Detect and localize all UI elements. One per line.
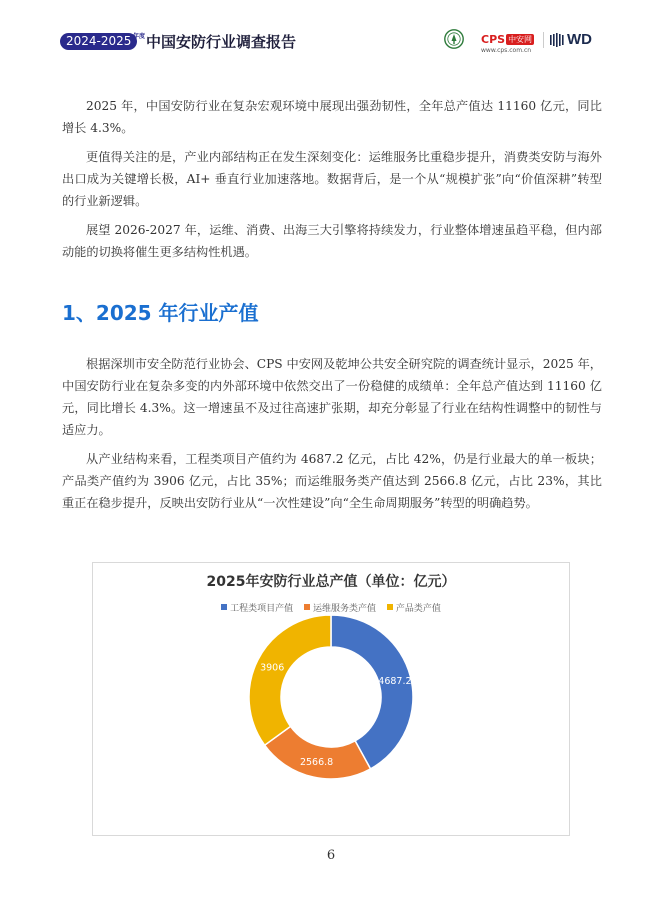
donut-chart xyxy=(93,563,569,835)
data-label-engineering: 4687.2 xyxy=(378,676,412,688)
legend-label-maintenance: 运维服务类产值 xyxy=(312,604,376,614)
output-value-chart xyxy=(92,562,570,836)
wd-bars-icon xyxy=(550,30,566,50)
intro-paragraph-3: 展望 2026-2027 年，运维、消费、出海三大引擎将持续发力，行业整体增速虽趋平稳，但内部动能的切换将催生更多结构性机遇。 xyxy=(62,223,602,259)
cps-logo-cn: 中安网 xyxy=(508,35,533,44)
wd-logo xyxy=(550,30,598,50)
slice-product xyxy=(249,615,331,745)
data-label-product: 3906 xyxy=(260,662,285,674)
page-content xyxy=(62,95,602,521)
page-number: 6 xyxy=(326,848,336,863)
intro-paragraph-1: 2025 年，中国安防行业在复杂宏观环境中展现出强劲韧性，全年总产值达 11160 亿元，同比增长 4.3%。 xyxy=(62,99,602,135)
intro-paragraph-2: 更值得关注的是，产业内部结构正在发生深刻变化：运维服务比重稳步提升，消费类安防与海外出口成为关键增长极，AI+ 垂直行业加速落地。数据背后，是一个从“规模扩张”向“价值深耕”转型的行业新逻辑。 xyxy=(62,150,602,208)
report-title: 中国安防行业调查报告 xyxy=(146,33,297,51)
cps-logo-text: CPS xyxy=(481,33,506,46)
legend-label-engineering: 工程类项目产值 xyxy=(230,604,294,614)
cps-logo xyxy=(481,28,539,52)
data-label-maintenance: 2566.8 xyxy=(299,756,334,768)
section-paragraph-2: 从产业结构来看，工程类项目产值约为 4687.2 亿元，占比 42%，仍是行业最大的单一板块；产品类产值约为 3906 亿元，占比 35%；而运维服务类产值达到 2566.8 亿元，占比 23%，其比重正在稳步提升，反映出安防行业从“一次性建设”向“全生命周期服务”转型的明确趋势。 xyxy=(62,452,602,510)
section-paragraph-1: 根据深圳市安全防范行业协会、CPS 中安网及乾坤公共安全研究院的调查统计显示，2025 年，中国安防行业在复杂多变的内外部环境中依然交出了一份稳健的成绩单：全年总产值达到 11160 亿元，同比增长 4.3%。这一增速虽不及过往高速扩张期，却充分彰显了行业在结构性调整中的韧性与适应力。 xyxy=(62,357,602,437)
page-header xyxy=(0,0,662,70)
cps-url: www.cps.com.cn xyxy=(481,47,532,54)
legend-label-product: 产品类产值 xyxy=(395,604,441,614)
year-tag: 年度 xyxy=(133,33,146,40)
association-emblem-icon xyxy=(444,29,464,49)
section-heading: 1、2025 年行业产值 xyxy=(62,301,259,325)
wd-logo-text: WD xyxy=(567,31,592,48)
chart-title: 2025年安防行业总产值（单位：亿元） xyxy=(206,574,456,590)
logo-divider xyxy=(543,32,544,48)
year-range-badge: 2024-2025 xyxy=(60,33,137,50)
